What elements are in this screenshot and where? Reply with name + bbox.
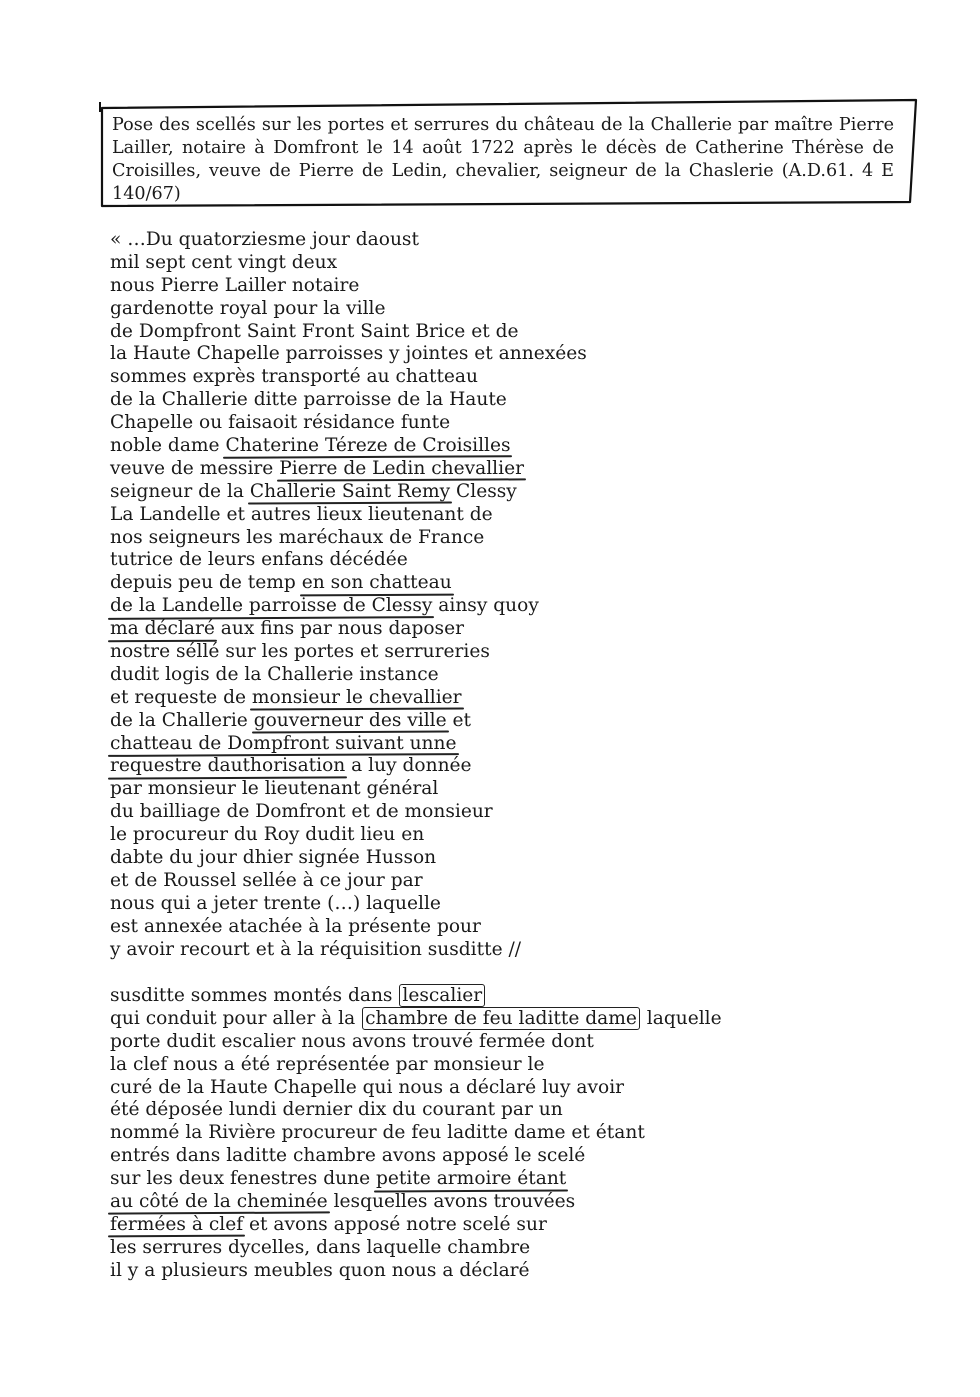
- underlined-phrase: chatteau de Dompfront suivant unne: [110, 732, 457, 754]
- transcription-line: [110, 801, 870, 824]
- transcription-line: [110, 710, 870, 733]
- transcription-line: [110, 527, 870, 550]
- transcription-line: [110, 916, 870, 939]
- underlined-phrase: requestre dauthorisation: [110, 755, 346, 777]
- transcription-line: [110, 641, 870, 664]
- line-text: sur les deux fenestres dune: [110, 1168, 376, 1190]
- transcription-line: [110, 687, 870, 710]
- transcription-line: [110, 755, 870, 778]
- transcription-line: [110, 481, 870, 504]
- line-text: entrés dans laditte chambre avons apposé le scelé: [110, 1145, 586, 1167]
- line-text: nommé la Rivière procureur de feu laditte dame et étant: [110, 1122, 645, 1144]
- line-text: curé de la Haute Chapelle qui nous a déclaré luy avoir: [110, 1076, 625, 1098]
- transcription-line: [110, 1145, 870, 1168]
- transcription-line: [110, 389, 870, 412]
- line-text: nostre séllé sur les portes et serrureries: [110, 641, 490, 663]
- line-text: depuis peu de temp: [110, 572, 302, 594]
- underlined-phrase: de la Landelle parroisse de Clessy: [110, 595, 433, 617]
- line-text: qui conduit pour aller à la: [110, 1007, 362, 1029]
- line-text: tutrice de leurs enfans décédée: [110, 549, 408, 571]
- transcription-line: [110, 1008, 870, 1031]
- line-text: lesquelles avons trouvées: [327, 1191, 576, 1213]
- transcription-line: [110, 664, 870, 687]
- transcription-line: [110, 1214, 870, 1237]
- boxed-phrase: lescalier: [399, 984, 485, 1007]
- transcription-line: [110, 321, 870, 344]
- line-text: gardenotte royal pour la ville: [110, 297, 386, 319]
- line-text: La Landelle et autres lieux lieutenant de: [110, 503, 493, 525]
- line-text: été déposée lundi dernier dix du courant par un: [110, 1099, 563, 1121]
- line-text: ainsy quoy: [432, 595, 539, 617]
- line-text: et: [446, 709, 472, 731]
- underlined-phrase: fermées à clef: [110, 1213, 244, 1235]
- line-text: susditte sommes montés dans: [110, 985, 399, 1006]
- underlined-phrase: au côté de la cheminée: [110, 1191, 328, 1213]
- underlined-phrase: ma déclaré: [110, 618, 215, 640]
- line-text: est annexée atachée à la présente pour: [110, 915, 481, 937]
- transcription-line: [110, 343, 870, 366]
- header-box: [98, 98, 918, 208]
- line-text: nos seigneurs les maréchaux de France: [110, 526, 485, 548]
- line-text: sommes exprès transporté au chatteau: [110, 366, 478, 388]
- transcription-line: [110, 733, 870, 756]
- line-text: laquelle: [640, 1007, 722, 1029]
- transcription-line: [110, 618, 870, 641]
- line-text: les serrures dycelles, dans laquelle chambre: [110, 1236, 531, 1258]
- line-text: a luy donnée: [345, 755, 472, 777]
- transcription-line: [110, 572, 870, 595]
- line-text: de la Challerie ditte parroisse de la Haute: [110, 389, 507, 411]
- transcription-line: [110, 870, 870, 893]
- line-text: du bailliage de Domfront et de monsieur: [110, 801, 493, 823]
- transcription-line: [110, 778, 870, 801]
- line-text: et requeste de: [110, 686, 252, 708]
- transcription-line: [110, 1168, 870, 1191]
- header-text: Pose des scellés sur les portes et serrures du château de la Challerie par maître Pierre Lailler, notaire à Domfront le 14 août 1722 après le décès de Catherine Thérèse de Croisilles, veuve de Pierre de Ledin, chevalier, seigneur de la Chaslerie (A.D.61. 4 E 140/67): [112, 115, 894, 204]
- transcription-line: [110, 298, 870, 321]
- line-text: par monsieur le lieutenant général: [110, 778, 439, 800]
- line-text: seigneur de la: [110, 480, 250, 502]
- line-text: mil sept cent vingt deux: [110, 251, 338, 273]
- transcription-line: [110, 458, 870, 481]
- underlined-phrase: en son chatteau: [301, 572, 452, 594]
- line-text: de Dompfront Saint Front Saint Brice et de: [110, 320, 519, 342]
- transcription-line: [110, 824, 870, 847]
- underlined-phrase: Pierre de Ledin chevallier: [279, 457, 524, 479]
- transcription-line: [110, 275, 870, 298]
- line-text: dudit logis de la Challerie instance: [110, 663, 439, 685]
- transcription-line: [110, 1237, 870, 1260]
- transcription-line: [110, 847, 870, 870]
- transcription-line: [110, 893, 870, 916]
- line-text: veuve de messire: [110, 457, 280, 479]
- underlined-phrase: monsieur le chevallier: [251, 686, 462, 708]
- line-text: nous Pierre Lailler notaire: [110, 274, 360, 296]
- transcription-line: [110, 1260, 870, 1283]
- line-text: noble dame: [110, 435, 226, 457]
- line-text: porte dudit escalier nous avons trouvé fermée dont: [110, 1030, 594, 1052]
- line-text: le procureur du Roy dudit lieu en: [110, 824, 425, 846]
- line-text: la Haute Chapelle parroisses y jointes et annexées: [110, 343, 587, 365]
- line-text: nous qui a jeter trente (…) laquelle: [110, 892, 441, 914]
- line-text: « …Du quatorziesme jour daoust: [110, 229, 419, 250]
- transcription-line: [110, 1099, 870, 1122]
- transcription-line: [110, 1122, 870, 1145]
- boxed-phrase: chambre de feu laditte dame: [362, 1007, 640, 1030]
- underlined-phrase: Chaterine Téreze de Croisilles: [225, 435, 511, 457]
- transcription-line: [110, 1191, 870, 1214]
- line-text: Chapelle ou faisaoit résidance funte: [110, 412, 451, 434]
- line-text: la clef nous a été représentée par monsieur le: [110, 1053, 545, 1075]
- transcription-line: [110, 435, 870, 458]
- line-text: et de Roussel sellée à ce jour par: [110, 869, 423, 891]
- line-text: y avoir recourt et à la réquisition susditte //: [110, 938, 522, 960]
- line-text: et avons apposé notre scelé sur: [243, 1213, 547, 1235]
- transcription-line: [110, 252, 870, 275]
- underlined-phrase: Challerie Saint Remy: [249, 480, 451, 502]
- transcription-line: [110, 1054, 870, 1077]
- transcription-line: [110, 412, 870, 435]
- underlined-phrase: gouverneur des ville: [253, 709, 447, 731]
- line-text: il y a plusieurs meubles quon nous a déclaré: [110, 1259, 530, 1281]
- transcription-line: [110, 939, 870, 962]
- line-text: aux fins par nous daposer: [214, 618, 464, 640]
- transcription-line: [110, 985, 870, 1008]
- line-text: dabte du jour dhier signée Husson: [110, 847, 437, 869]
- line-text: de la Challerie: [110, 709, 254, 731]
- line-text: Clessy: [450, 480, 517, 502]
- transcription-line: [110, 366, 870, 389]
- underlined-phrase: petite armoire étant: [376, 1168, 567, 1190]
- transcription-line: [110, 549, 870, 572]
- transcription-line: [110, 1077, 870, 1100]
- transcription-line: [110, 1031, 870, 1054]
- transcription-block-2: [110, 985, 870, 1283]
- transcription-block-1: [110, 229, 870, 962]
- transcription-line: [110, 504, 870, 527]
- transcription-line: [110, 595, 870, 618]
- transcription-line: [110, 229, 870, 252]
